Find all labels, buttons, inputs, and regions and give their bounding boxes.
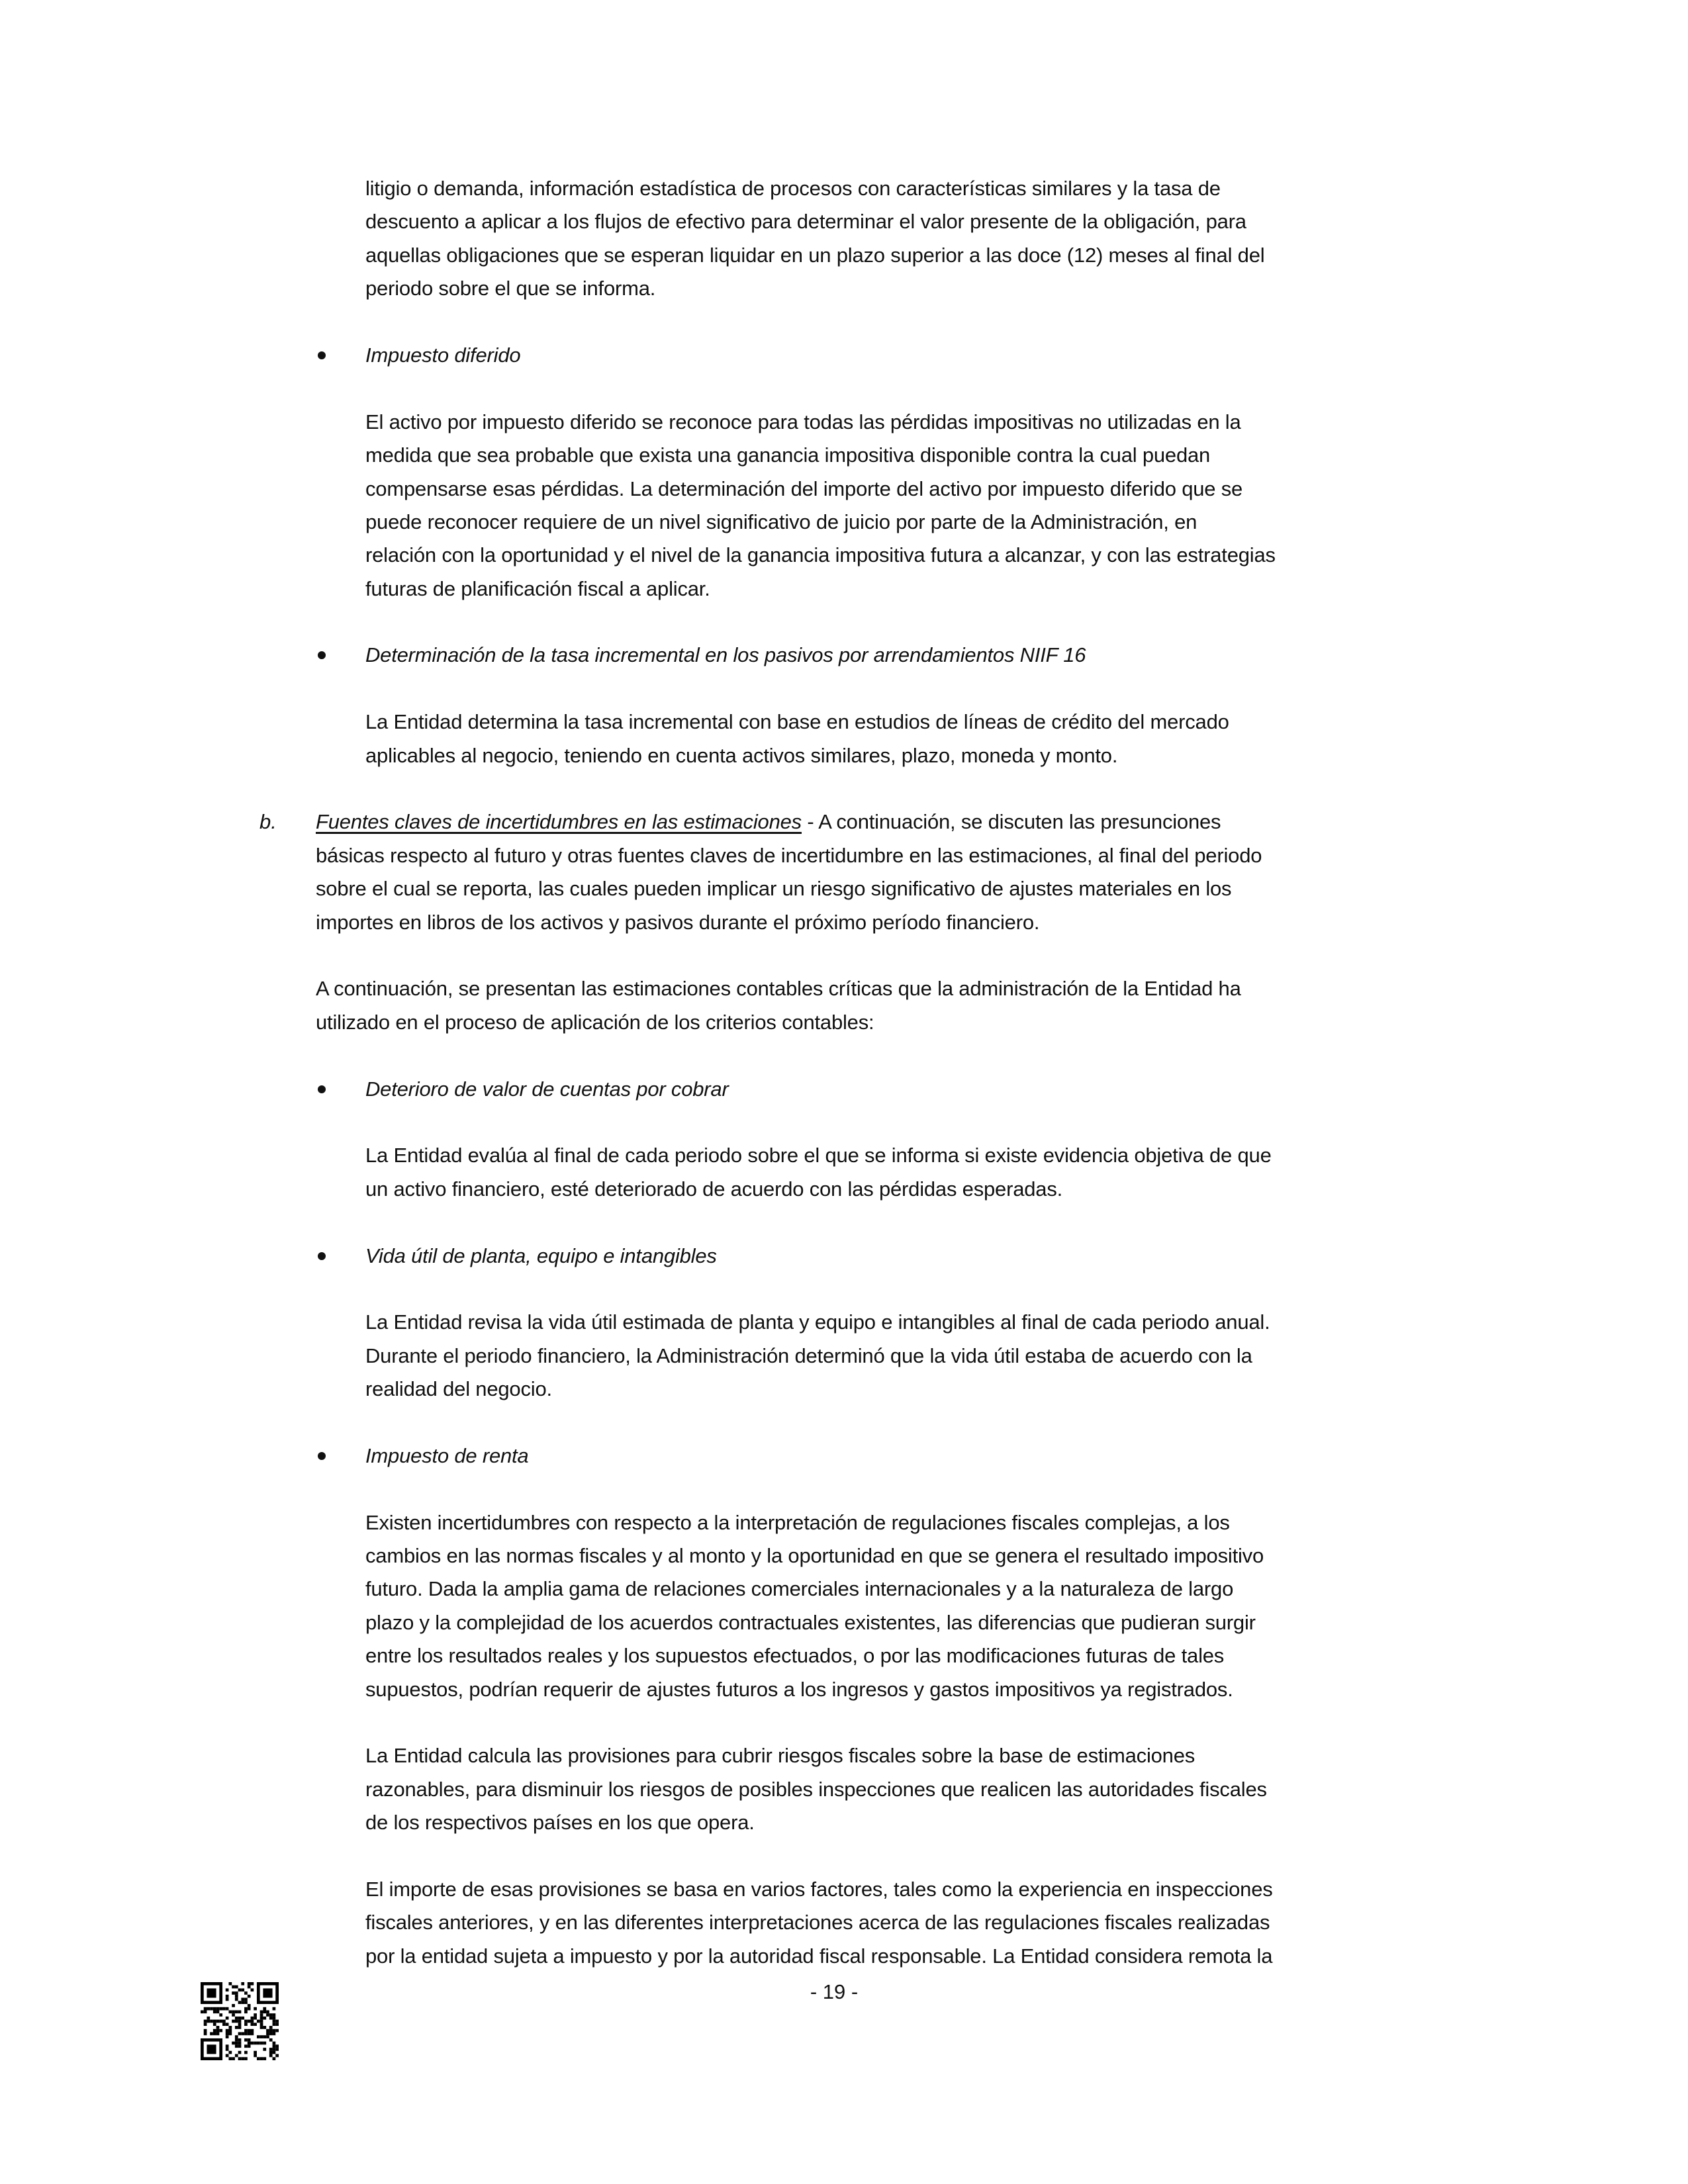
text-line: relación con la oportunidad y el nivel de la ganancia impositiva futura a alcanzar, y con las estrategias	[365, 543, 1276, 567]
bullet-heading	[0, 1439, 1688, 1473]
text-line: Durante el periodo financiero, la Administración determinó que la vida útil estaba de acuerdo con la	[365, 1343, 1252, 1367]
paragraph	[0, 172, 1688, 306]
text-line: La Entidad calcula las provisiones para cubrir riesgos fiscales sobre la base de estimaciones	[365, 1744, 1196, 1768]
text-line: razonables, para disminuir los riesgos de posibles inspecciones que realicen las autoridades fiscales	[365, 1777, 1267, 1801]
text-line: utilizado en el proceso de aplicación de los criterios contables:	[316, 1010, 874, 1034]
text-line: básicas respecto al futuro y otras fuentes claves de incertidumbre en las estimaciones, al final del periodo	[316, 843, 1262, 867]
text-line: El activo por impuesto diferido se reconoce para todas las pérdidas impositivas no utilizadas en la	[365, 410, 1241, 433]
text-line: importes en libros de los activos y pasivos durante el próximo período financiero.	[316, 910, 1040, 934]
bullet-icon	[318, 1452, 326, 1460]
paragraph	[0, 1739, 1688, 1839]
text-line: Vida útil de planta, equipo e intangibles	[365, 1244, 717, 1267]
bullet-heading	[0, 1240, 1688, 1273]
paragraph	[0, 406, 1688, 606]
qr-code-icon	[201, 1982, 279, 2060]
paragraph	[0, 1306, 1688, 1406]
text-line: La Entidad determina la tasa incremental con base en estudios de líneas de crédito del mercado	[365, 710, 1229, 734]
text-line: futuras de planificación fiscal a aplicar.	[365, 576, 710, 600]
section-intro: - A continuación, se discuten las presunciones	[801, 810, 1221, 834]
text-line: un activo financiero, esté deteriorado de acuerdo con las pérdidas esperadas.	[365, 1177, 1063, 1201]
text-line: sobre el cual se reporta, las cuales pueden implicar un riesgo significativo de ajustes materiales en los	[316, 877, 1232, 901]
section-heading	[0, 805, 1688, 939]
section-label: b.	[259, 810, 277, 834]
page-number: - 19 -	[810, 1980, 859, 2003]
paragraph	[0, 1506, 1688, 1706]
bullet-icon	[318, 351, 326, 359]
paragraph	[0, 1873, 1688, 1973]
text-line: periodo sobre el que se informa.	[365, 277, 656, 300]
text-line: puede reconocer requiere de un nivel significativo de juicio por parte de la Administración, en	[365, 510, 1197, 533]
text-line: A continuación, se presentan las estimaciones contables críticas que la administración de la Entidad ha	[316, 977, 1241, 1001]
text-line: Impuesto de renta	[365, 1443, 529, 1467]
text-line: La Entidad revisa la vida útil estimada de planta y equipo e intangibles al final de cada periodo anual.	[365, 1310, 1270, 1334]
text-line: Existen incertidumbres con respecto a la interpretación de regulaciones fiscales complejas, a los	[365, 1510, 1230, 1534]
text-line: futuro. Dada la amplia gama de relaciones comerciales internacionales y a la naturaleza de largo	[365, 1577, 1234, 1601]
text-line: litigio o demanda, información estadística de procesos con características similares y la tasa de	[365, 177, 1221, 200]
text-line: El importe de esas provisiones se basa en varios factores, tales como la experiencia en inspecciones	[365, 1877, 1273, 1901]
paragraph	[0, 705, 1688, 772]
text-line: aplicables al negocio, teniendo en cuenta activos similares, plazo, moneda y monto.	[365, 743, 1118, 767]
bullet-heading	[0, 339, 1688, 372]
document-body	[0, 172, 1688, 2006]
text-line: realidad del negocio.	[365, 1377, 552, 1401]
paragraph	[0, 972, 1688, 1039]
bullet-icon	[318, 1085, 326, 1093]
text-line: aquellas obligaciones que se esperan liquidar en un plazo superior a las doce (12) meses al final del	[365, 243, 1265, 267]
text-line: cambios en las normas fiscales y al monto y la oportunidad en que se genera el resultado impositivo	[365, 1544, 1264, 1568]
section-title: Fuentes claves de incertidumbres en las estimaciones	[316, 810, 802, 834]
text-line	[0, 805, 1688, 839]
text-line: supuestos, podrían requerir de ajustes futuros a los ingresos y gastos impositivos ya registrados.	[365, 1677, 1233, 1701]
bullet-heading	[0, 639, 1688, 672]
bullet-icon	[318, 1252, 326, 1260]
text-line: Determinación de la tasa incremental en los pasivos por arrendamientos NIIF 16	[365, 643, 1086, 667]
text-line: compensarse esas pérdidas. La determinación del importe del activo por impuesto diferido que se	[365, 477, 1243, 500]
text-line: La Entidad evalúa al final de cada periodo sobre el que se informa si existe evidencia objetiva de que	[365, 1144, 1272, 1167]
text-line: Deterioro de valor de cuentas por cobrar	[365, 1077, 729, 1101]
bullet-heading	[0, 1073, 1688, 1106]
text-line: Impuesto diferido	[365, 343, 521, 367]
text-line: plazo y la complejidad de los acuerdos contractuales existentes, las diferencias que pudieran surgir	[365, 1610, 1256, 1634]
text-line: descuento a aplicar a los flujos de efectivo para determinar el valor presente de la obligación, para	[365, 210, 1246, 234]
text-line: medida que sea probable que exista una ganancia impositiva disponible contra la cual puedan	[365, 443, 1211, 467]
text-line: de los respectivos países en los que opera.	[365, 1811, 755, 1835]
text-line: fiscales anteriores, y en las diferentes interpretaciones acerca de las regulaciones fiscales realizadas	[365, 1911, 1270, 1934]
text-line: por la entidad sujeta a impuesto y por la autoridad fiscal responsable. La Entidad considera remota la	[365, 1944, 1273, 1968]
text-line: entre los resultados reales y los supuestos efectuados, o por las modificaciones futuras de tales	[365, 1644, 1225, 1668]
paragraph	[0, 1139, 1688, 1206]
